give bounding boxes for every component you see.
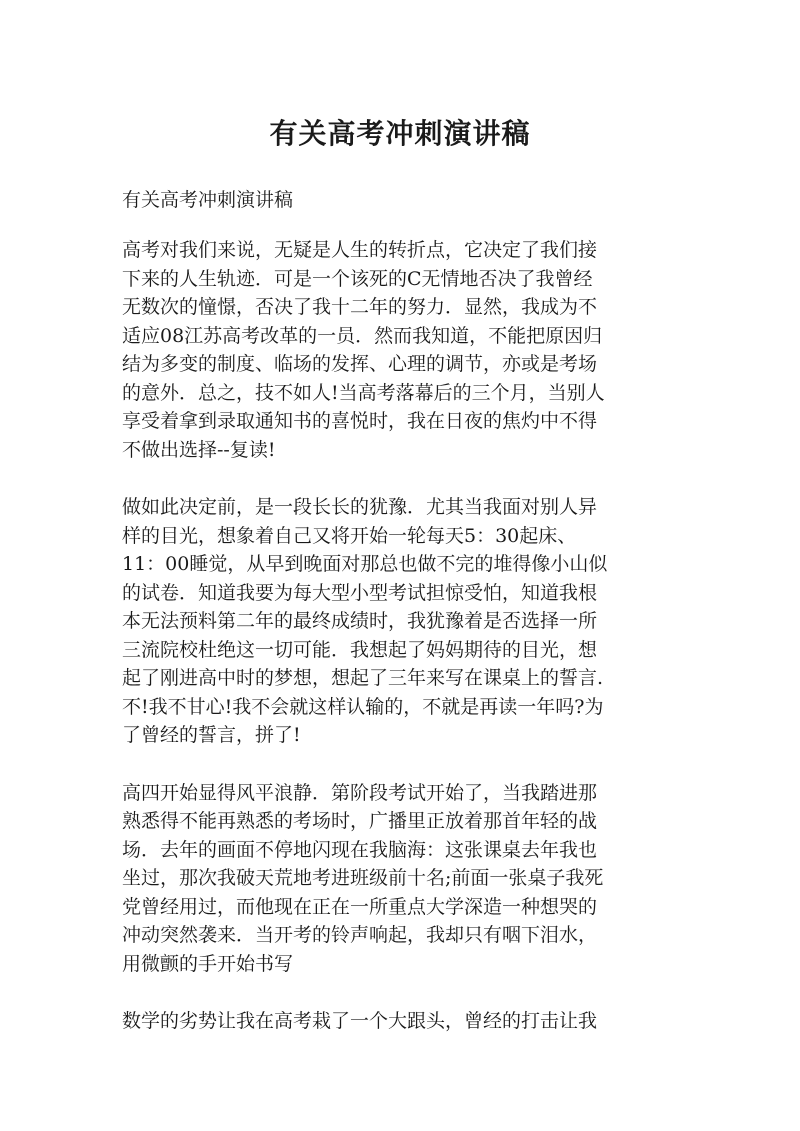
text-line: 不!我不甘心!我不会就这样认输的，不就是再读一年吗?为: [122, 695, 604, 718]
text-line: 场．去年的画面不停地闪现在我脑海：这张课桌去年我也: [122, 838, 598, 861]
text-line: 冲动突然袭来．当开考的铃声响起，我却只有咽下泪水，: [122, 924, 598, 946]
document-title: 有关高考冲刺演讲稿: [269, 117, 531, 150]
text-line: 无数次的憧憬，否决了我十二年的努力．显然，我成为不: [122, 296, 598, 318]
text-line: 下来的人生轨迹．可是一个该死的C无情地否决了我曾经: [122, 267, 593, 290]
text-line: 三流院校杜绝这一切可能．我想起了妈妈期待的目光，想: [122, 638, 598, 661]
text-line: 起了刚进高中时的梦想，想起了三年来写在课桌上的誓言.: [122, 667, 604, 689]
text-line: 不做出选择--复读!: [122, 438, 276, 461]
text-line: 做如此决定前，是一段长长的犹豫．尤其当我面对别人异: [122, 496, 598, 518]
text-line: 用微颤的手开始书写: [122, 952, 294, 975]
text-line: 高考对我们来说，无疑是人生的转折点，它决定了我们接: [122, 239, 598, 261]
paragraph: [122, 236, 682, 464]
text-line: 熟悉得不能再熟悉的考场时，广播里正放着那首年轻的战: [122, 810, 598, 832]
text-line: 数学的劣势让我在高考栽了一个大跟头，曾经的打击让我: [122, 1010, 598, 1032]
text-line: 享受着拿到录取通知书的喜悦时，我在日夜的焦灼中不得: [122, 410, 598, 432]
document-subtitle: 有关高考冲刺演讲稿: [122, 189, 294, 211]
text-line: 适应08江苏高考改革的一员．然而我知道，不能把原因归: [122, 324, 603, 347]
text-line: 高四开始显得风平浪静．第阶段考试开始了，当我踏进那: [122, 781, 598, 804]
paragraph: [122, 779, 682, 979]
text-line: 坐过，那次我破天荒地考进班级前十名;前面一张桌子我死: [122, 867, 604, 889]
paragraph: [122, 493, 682, 750]
text-line: 样的目光，想象着自己又将开始一轮每天5：30起床、: [122, 524, 577, 547]
text-line: 了曾经的誓言，拼了!: [122, 724, 301, 746]
text-line: 的意外．总之，技不如人!当高考落幕后的三个月，当别人: [122, 381, 605, 404]
text-line: 本无法预料第二年的最终成绩时，我犹豫着是否选择一所: [122, 610, 598, 632]
text-line: 11：00睡觉，从早到晚面对那总也做不完的堆得像小山似: [122, 553, 608, 575]
paragraph: [122, 1007, 682, 1036]
document-body: [122, 236, 682, 1065]
text-line: 结为多变的制度、临场的发挥、心理的调节，亦或是考场: [122, 353, 598, 375]
text-line: 党曾经用过，而他现在正在一所重点大学深造一种想哭的: [122, 895, 598, 918]
text-line: 的试卷．知道我要为每大型小型考试担惊受怕，知道我根: [122, 581, 598, 604]
